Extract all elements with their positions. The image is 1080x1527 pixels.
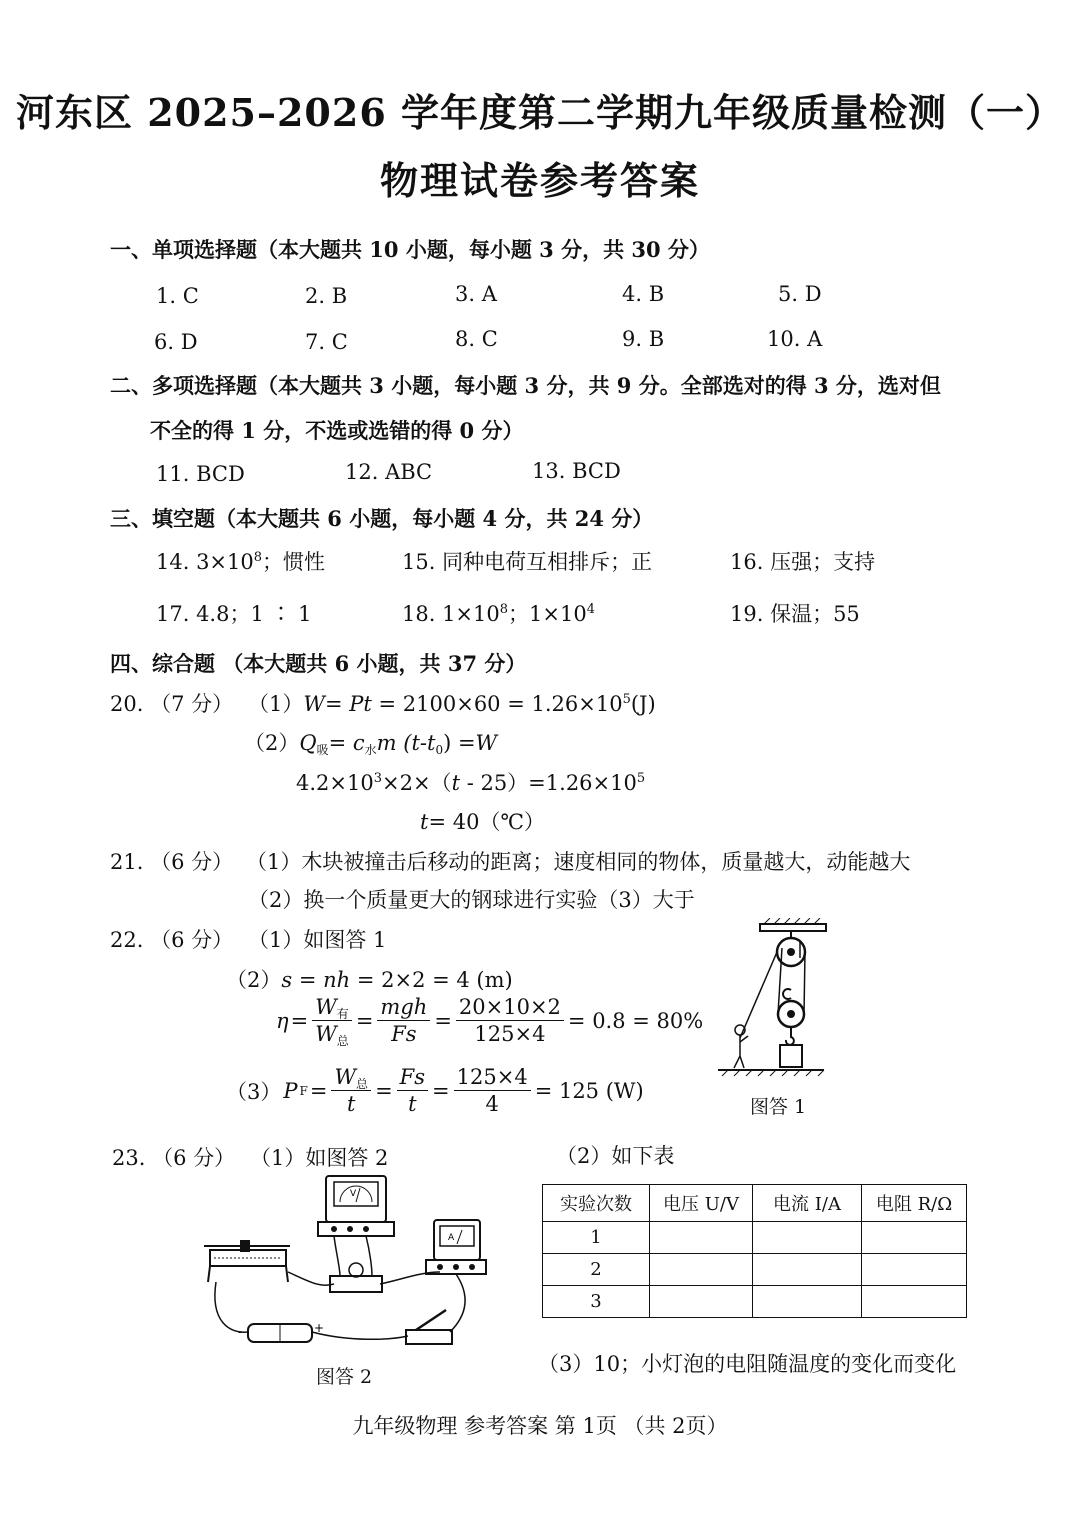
table-cell: 1 <box>543 1222 650 1254</box>
q22-part2: （2）s = nh = 2×2 = 4 (m) <box>226 968 513 992</box>
answer-12: 12. ABC <box>345 460 433 484</box>
answer-8: 8. C <box>455 327 498 351</box>
table-cell <box>862 1222 967 1254</box>
table-cell <box>650 1286 753 1318</box>
table-cell <box>862 1254 967 1286</box>
q21-label: 21. （6 分） <box>110 850 234 874</box>
section2-heading-line2: 不全的得 1 分，不选或选错的得 0 分） <box>150 418 524 443</box>
q21-line1: （1）木块被撞击后移动的距离；速度相同的物体，质量越大，动能越大 <box>246 850 911 874</box>
q22-power-equation: （3） P F = $\frac{W_总}{t}$ = $\frac{Fs}{t}$ = $\frac{125\times 4}{4}$ = 125 (W) <box>226 1065 644 1116</box>
svg-text:A: A <box>448 1233 455 1243</box>
svg-text:+: + <box>314 1321 325 1335</box>
q22-part1: （1）如图答 1 <box>248 928 387 952</box>
answer-16: 16. 压强；支持 <box>730 550 876 574</box>
answer-19: 19. 保温；55 <box>730 602 860 626</box>
answer-2: 2. B <box>305 284 348 308</box>
answer-10: 10. A <box>767 327 823 351</box>
section1-heading: 一、单项选择题（本大题共 10 小题，每小题 3 分，共 30 分） <box>110 237 710 262</box>
table-header-resistance: 电阻 R/Ω <box>862 1185 967 1222</box>
page-footer: 九年级物理 参考答案 第 1页 （共 2页） <box>352 1414 728 1438</box>
table-cell <box>650 1222 753 1254</box>
table-cell: 3 <box>543 1286 650 1318</box>
q20-line3: $4.2\times 10^3\times 2\times(t - 25)=1.26\times 10^5$ <box>296 771 646 795</box>
q22-label: 22. （6 分） <box>110 928 234 952</box>
q23-part2: （2）如下表 <box>556 1144 675 1168</box>
table-cell <box>650 1254 753 1286</box>
circuit-figure <box>200 1172 490 1362</box>
pulley-figure <box>712 918 832 1088</box>
table-row <box>543 1254 967 1286</box>
table-header-current: 电流 I/A <box>753 1185 862 1222</box>
section3-heading: 三、填空题（本大题共 6 小题，每小题 4 分，共 24 分） <box>110 506 654 531</box>
table-cell <box>753 1254 862 1286</box>
q20-line4: t= 40（℃） <box>420 810 545 834</box>
table-header-trial: 实验次数 <box>543 1185 650 1222</box>
answer-15: 15. 同种电荷互相排斥；正 <box>402 550 653 574</box>
q20-part2: $(2)Q_吸= c_水m$ $(t-t_0) =W$ <box>244 731 498 757</box>
q23-part1: （1）如图答 2 <box>250 1146 389 1170</box>
q21-line2: （2）换一个质量更大的钢球进行实验（3）大于 <box>248 888 695 912</box>
answer-14: 14. $3\times 10^8$；惯性 <box>156 550 326 574</box>
table-header-voltage: 电压 U/V <box>650 1185 753 1222</box>
table-cell <box>753 1222 862 1254</box>
figure2-caption: 图答 2 <box>316 1366 373 1388</box>
svg-text:V: V <box>350 1189 357 1199</box>
table-cell <box>753 1286 862 1318</box>
answer-13: 13. BCD <box>532 459 621 483</box>
page-subtitle: 物理试卷参考答案 <box>379 158 700 203</box>
answer-6: 6. D <box>154 330 198 354</box>
table-cell <box>862 1286 967 1318</box>
svg-text:-: - <box>238 1325 243 1339</box>
q20-part1: $(1)W= Pt = 2100\times 60 = 1.26\times 10^5(J)$ <box>248 692 656 716</box>
q22-efficiency-equation: η = $\frac{W_有}{W_总}$ = $\frac{\text{mgh}}{Fs}$ = $\frac{20\times 10\times 2}{125\times 4}$ = 0.8 = 80% <box>276 995 704 1048</box>
section4-heading: 四、综合题 （本大题共 6 小题，共 37 分） <box>110 651 527 676</box>
q23-label: 23. （6 分） <box>112 1146 236 1170</box>
answer-3: 3. A <box>455 282 497 306</box>
table-row <box>543 1286 967 1318</box>
answer-11: 11. BCD <box>156 462 245 486</box>
answer-17: 17. 4.8；1 ∶ 1 <box>156 602 312 626</box>
section2-heading-line1: 二、多项选择题（本大题共 3 小题，每小题 3 分，共 9 分。全部选对的得 3 分，选对但 <box>110 373 941 398</box>
experiment-table <box>542 1184 967 1318</box>
table-row <box>543 1222 967 1254</box>
answer-1: 1. C <box>156 284 199 308</box>
answer-5: 5. D <box>778 282 822 306</box>
answer-9: 9. B <box>622 327 665 351</box>
table-cell: 2 <box>543 1254 650 1286</box>
q20-label: 20. （7 分） <box>110 692 234 716</box>
answer-7: 7. C <box>305 330 348 354</box>
page-title: 河东区 2025–2026 学年度第二学期九年级质量检测（一） <box>16 90 1064 135</box>
figure1-caption: 图答 1 <box>750 1096 807 1118</box>
q23-part3: （3）10；小灯泡的电阻随温度的变化而变化 <box>538 1352 957 1376</box>
answer-18: 18. $1\times 10^8$；$1\times 10^4$ <box>402 602 596 626</box>
answer-4: 4. B <box>622 282 665 306</box>
